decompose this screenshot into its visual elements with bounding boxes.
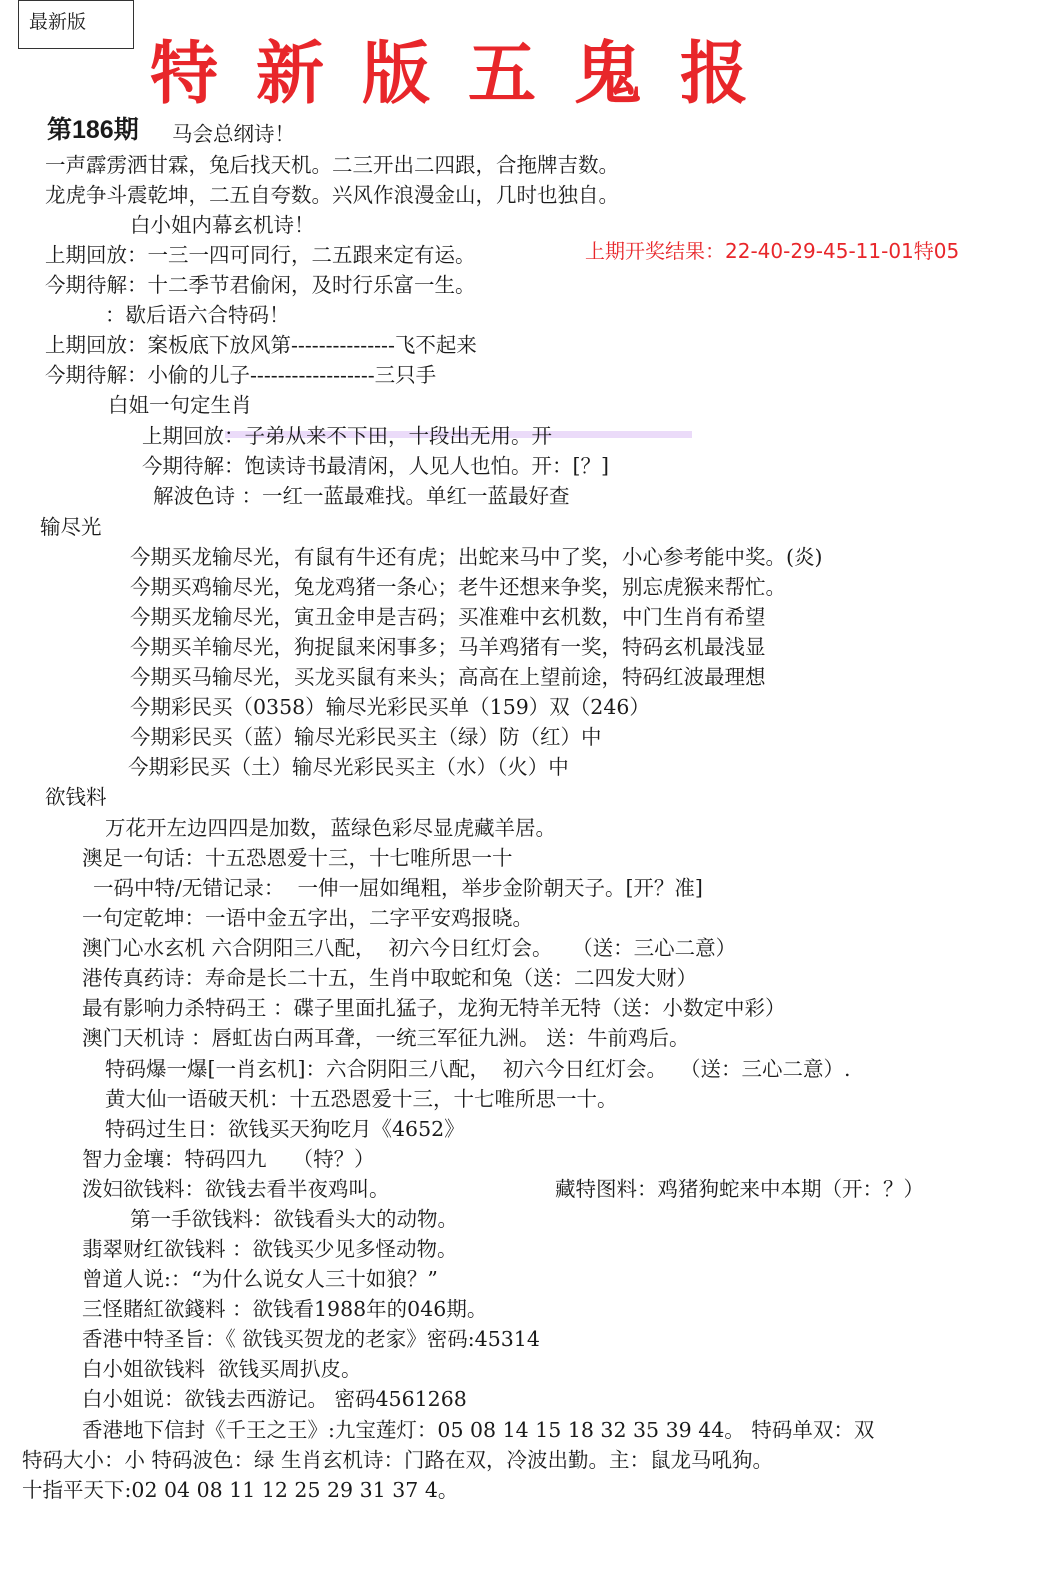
text-line: 十指平天下:02 04 08 11 12 25 29 31 37 4。 bbox=[22, 1478, 459, 1502]
text-line: 今期待解：十二季节君偷闲，及时行乐富一生。 bbox=[45, 273, 476, 297]
text-line: 龙虎争斗震乾坤，二五自夸数。兴风作浪漫金山，几时也独自。 bbox=[45, 183, 619, 207]
section-heading: 白姐一句定生肖 bbox=[108, 393, 252, 417]
text-line: 上期回放：案板底下放风第---------------飞不起来 bbox=[45, 333, 477, 357]
text-line: 今期彩民买（土）输尽光彩民买主（水）（火）中 bbox=[128, 755, 569, 779]
section-heading: 输尽光 bbox=[40, 515, 102, 539]
text-line: 一句定乾坤：一语中金五字出，二字平安鸡报晓。 bbox=[82, 906, 533, 930]
text-line: 今期买羊输尽光，狗捉鼠来闲事多；马羊鸡猪有一奖，特码玄机最浅显 bbox=[130, 635, 766, 659]
text-line: 特码过生日：欲钱买天狗吃月《4652》 bbox=[105, 1117, 465, 1141]
text-line: 上期回放：子弟从来不下田，十段出无用。开 bbox=[142, 424, 552, 448]
text-line: 今期待解：饱读诗书最清闲，人见人也怕。开：[？] bbox=[142, 454, 609, 478]
text-line: 澳足一句话：十五恐恩爱十三，十七唯所思一十 bbox=[82, 846, 513, 870]
last-draw-result: 上期开奖结果：22-40-29-45-11-01特05 bbox=[585, 239, 960, 263]
text-line: 藏特图料：鸡猪狗蛇来中本期（开：？） bbox=[555, 1177, 924, 1201]
text-line: 特码爆一爆[一肖玄机]：六合阴阳三八配， 初六今日红灯会。 （送：三心二意）. bbox=[105, 1057, 851, 1081]
text-line: 今期买鸡输尽光，兔龙鸡猪一条心；老牛还想来争奖，别忘虎猴来帮忙。 bbox=[130, 575, 786, 599]
text-line: 翡翠财红欲钱料 ：欲钱买少见多怪动物。 bbox=[82, 1237, 458, 1261]
text-line: 白小姐说：欲钱去西游记。 密码4561268 bbox=[82, 1387, 467, 1411]
text-line: 香港地下信封《千王之王》:九宝莲灯：05 08 14 15 18 32 35 39 44。 特码单双：双 bbox=[82, 1418, 875, 1442]
section-heading: 马会总纲诗！ bbox=[172, 122, 295, 146]
text-line: 上期回放：一三一四可同行，二五跟来定有运。 bbox=[45, 243, 476, 267]
text-line: 最有影响力杀特码王 ：碟子里面扎猛子，龙狗无特羊无特（送：小数定中彩） bbox=[82, 996, 786, 1020]
text-line: 香港中特圣旨：《 欲钱买贺龙的老家》密码:45314 bbox=[82, 1327, 540, 1351]
text-line: 今期待解：小偷的儿子------------------三只手 bbox=[45, 363, 437, 387]
edition-badge bbox=[18, 0, 134, 49]
text-line: 今期买龙输尽光，寅丑金申是吉码；买准难中玄机数，中门生肖有希望 bbox=[130, 605, 766, 629]
text-line: 解波色诗 ：一红一蓝最难找。单红一蓝最好查 bbox=[153, 484, 570, 508]
text-line: 澳门天机诗 ：唇虹齿白两耳聋，一统三军征九洲。 送：牛前鸡后。 bbox=[82, 1026, 690, 1050]
text-line: 澳门心水玄机 六合阴阳三八配， 初六今日红灯会。 （送：三心二意） bbox=[82, 936, 737, 960]
text-line: 港传真药诗：寿命是长二十五，生肖中取蛇和兔（送：二四发大财） bbox=[82, 966, 697, 990]
text-line: 一码中特/无错记录： 一伸一屈如绳粗，举步金阶朝天子。[开？准] bbox=[93, 876, 703, 900]
section-heading: 白小姐内幕玄机诗！ bbox=[130, 213, 315, 237]
text-line: 今期买龙输尽光，有鼠有牛还有虎；出蛇来马中了奖，小心参考能中奖。(炎) bbox=[130, 545, 823, 569]
text-line: 泼妇欲钱料：欲钱去看半夜鸡叫。 bbox=[82, 1177, 390, 1201]
text-line: 一声霹雳洒甘霖，兔后找天机。二三开出二四跟，合拖牌吉数。 bbox=[45, 153, 619, 177]
text-line: 今期彩民买（蓝）输尽光彩民买主（绿）防（红）中 bbox=[130, 725, 602, 749]
text-line: 智力金壤：特码四九 （特？） bbox=[82, 1147, 375, 1171]
text-line: 万花开左边四四是加数，蓝绿色彩尽显虎藏羊居。 bbox=[105, 816, 556, 840]
text-line: 第一手欲钱料：欲钱看头大的动物。 bbox=[130, 1207, 458, 1231]
section-heading: ：歇后语六合特码！ bbox=[105, 303, 290, 327]
text-line: 特码大小：小 特码波色：绿 生肖玄机诗：门路在双，冷波出勤。主：鼠龙马吼狗。 bbox=[22, 1448, 774, 1472]
text-line: 今期买马输尽光，买龙买鼠有来头；高高在上望前途，特码红波最理想 bbox=[130, 665, 766, 689]
text-line: 今期彩民买（0358）输尽光彩民买单（159）双（246） bbox=[130, 695, 650, 719]
edition-badge-label: 最新版 bbox=[29, 11, 87, 33]
text-line: 三怪賭紅欲錢料 ：欲钱看1988年的046期。 bbox=[82, 1297, 488, 1321]
text-line: 黄大仙一语破天机：十五恐恩爱十三，十七唯所思一十。 bbox=[105, 1087, 618, 1111]
text-line: 白小姐欲钱料 欲钱买周扒皮。 bbox=[82, 1357, 362, 1381]
page-title: 特新版五鬼报 bbox=[150, 35, 787, 114]
text-line: 曾道人说:：“为什么说女人三十如狼？” bbox=[82, 1267, 438, 1291]
section-heading: 欲钱料 bbox=[45, 785, 107, 809]
issue-number: 第186期 bbox=[47, 116, 139, 144]
